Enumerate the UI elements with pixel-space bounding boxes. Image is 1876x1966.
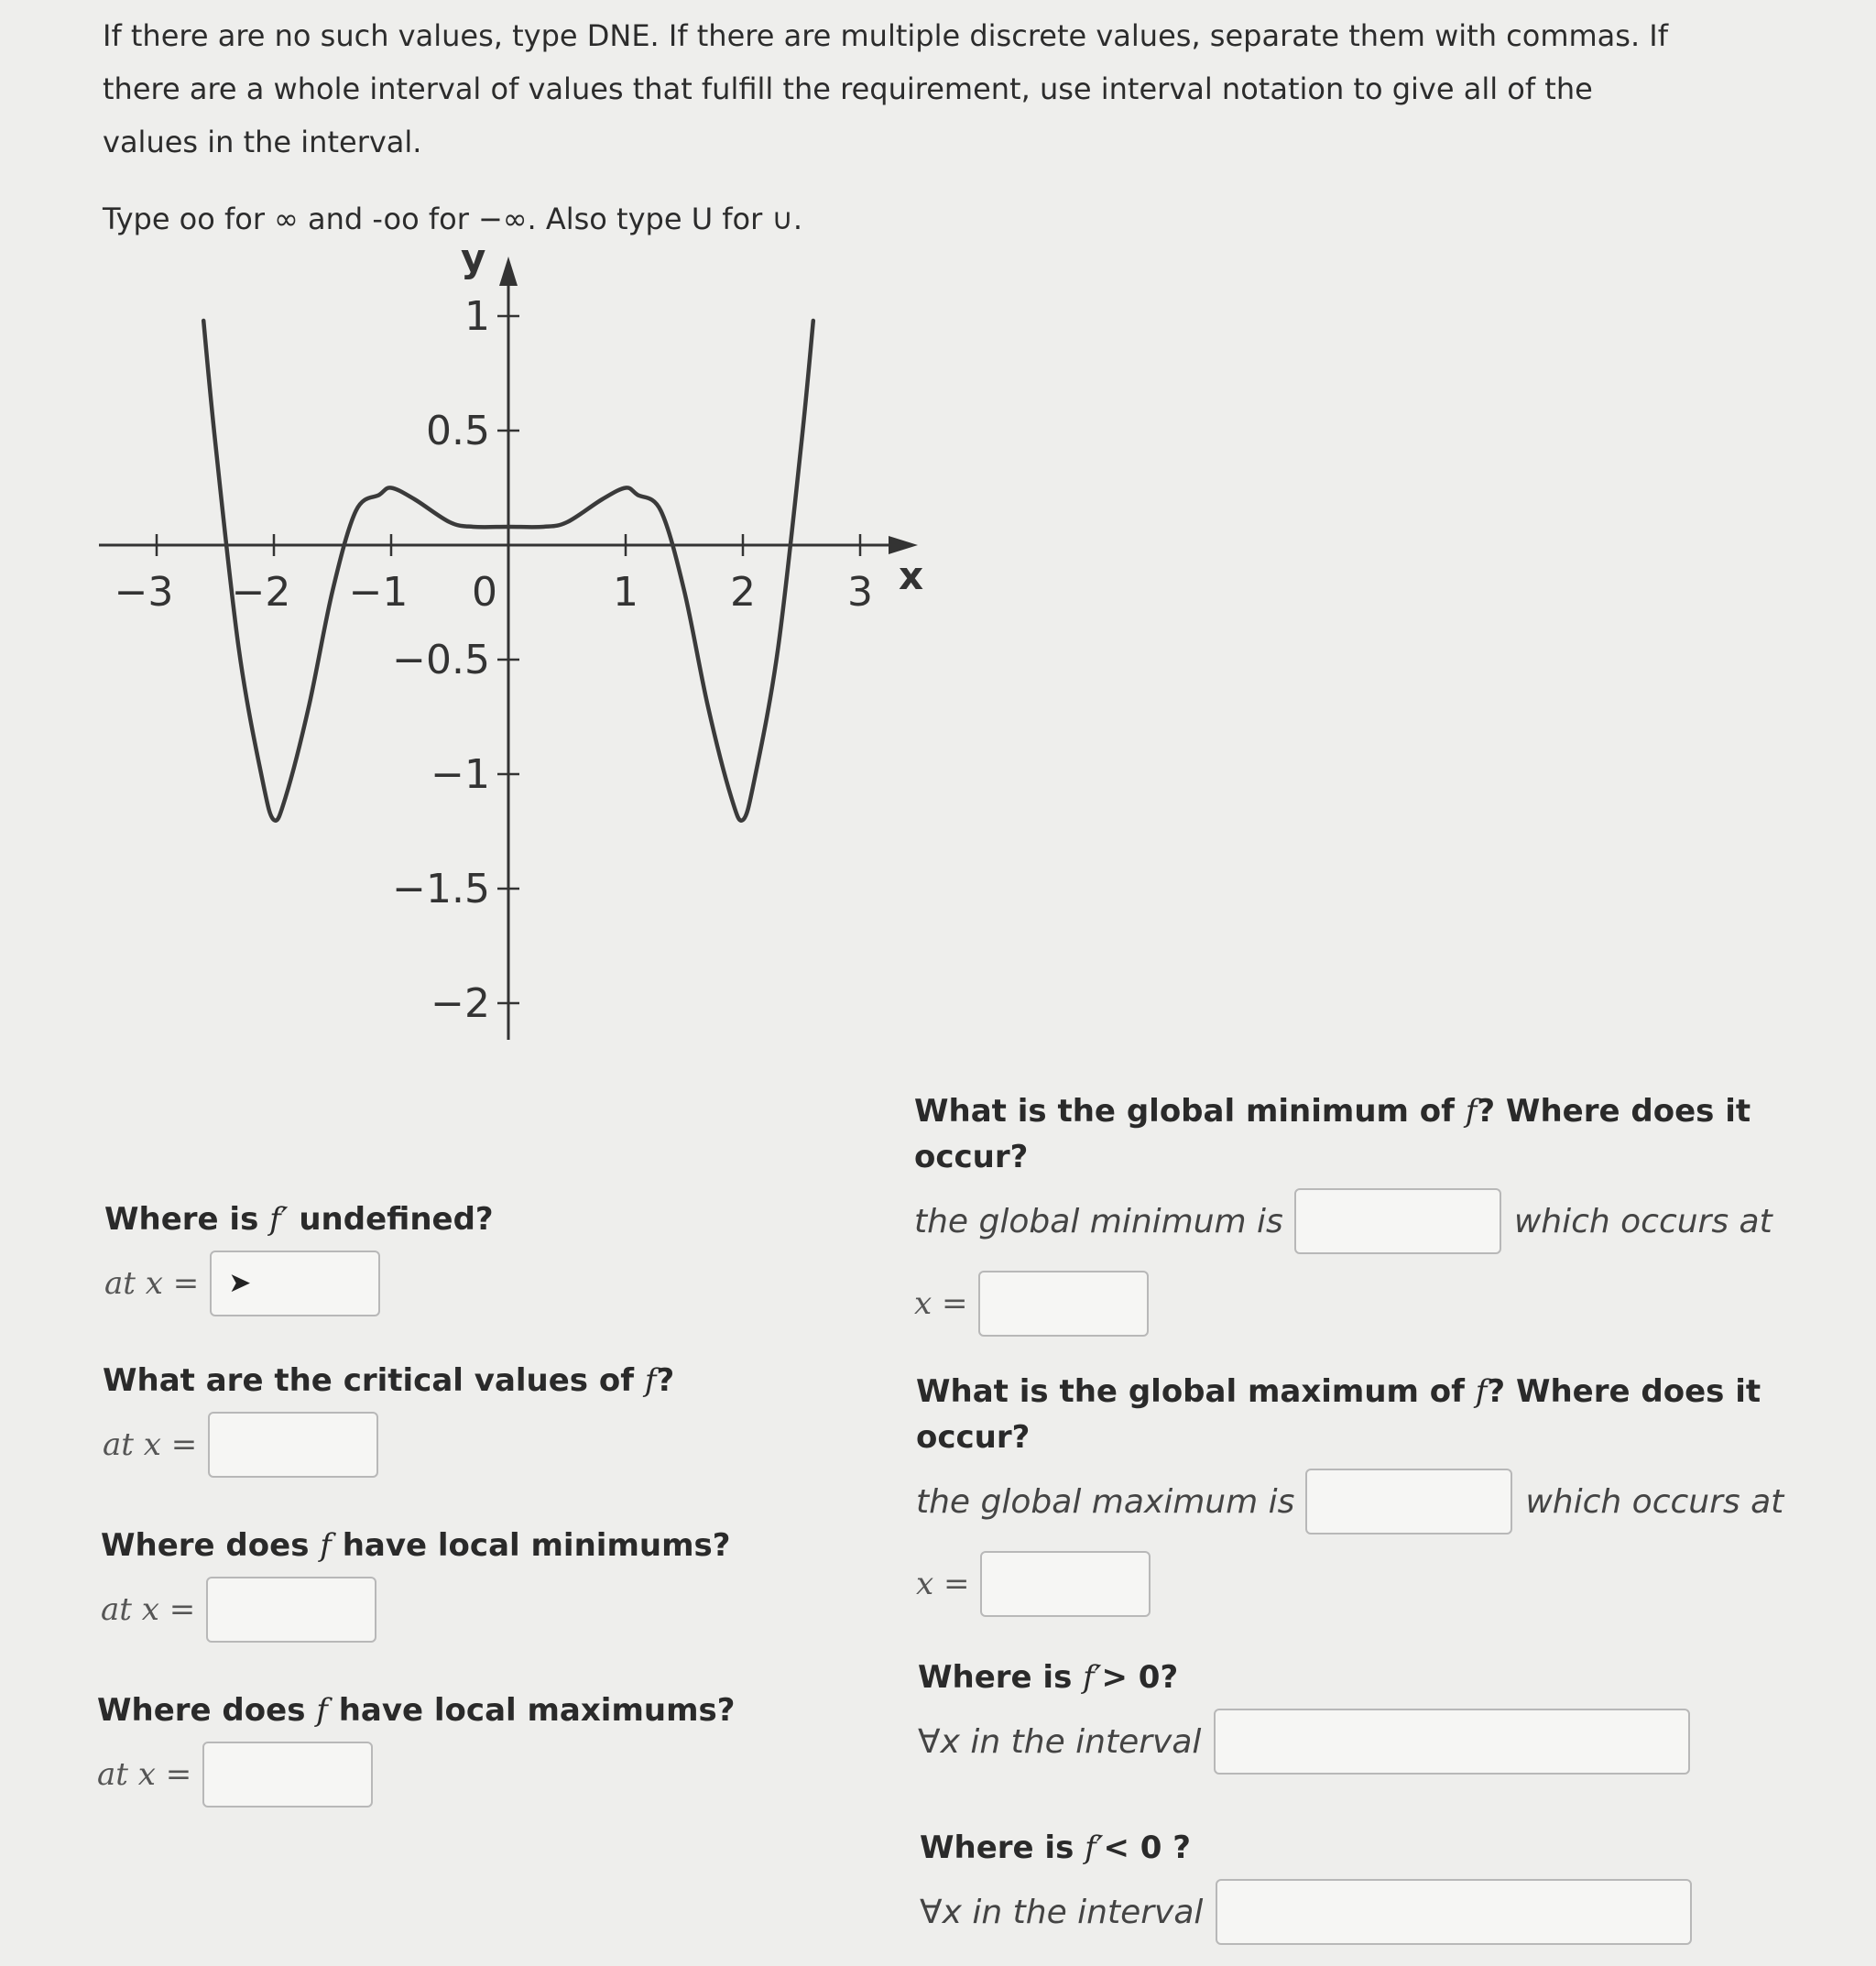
y-tick-label: −1.5 bbox=[392, 866, 490, 912]
global-minimum-label: the global minimum is bbox=[914, 1202, 1283, 1240]
global-maximum-value-input[interactable] bbox=[1305, 1469, 1512, 1535]
y-tick-label: 0.5 bbox=[426, 408, 490, 454]
instructions-line-4: Type oo for ∞ and -oo for −∞. Also type U for ∪. bbox=[103, 202, 803, 236]
occurs-at-label: which occurs at bbox=[1513, 1202, 1772, 1240]
x-equals-label: x = bbox=[914, 1285, 968, 1322]
x-tick-label: 1 bbox=[613, 569, 638, 616]
global-minimum-x-input[interactable] bbox=[978, 1271, 1149, 1337]
f-prime-symbol: f′ bbox=[269, 1201, 289, 1238]
x-tick-label: −1 bbox=[348, 569, 409, 616]
local-minimums-input[interactable] bbox=[206, 1577, 376, 1643]
mouse-pointer-icon: ➤ bbox=[228, 1267, 252, 1299]
f-prime-positive-input[interactable] bbox=[1214, 1709, 1690, 1775]
x-tick-label: 3 bbox=[847, 569, 873, 616]
y-tick-label: −1 bbox=[431, 751, 490, 798]
occurs-at-label: which occurs at bbox=[1525, 1482, 1784, 1521]
at-x-label: at x = bbox=[104, 1265, 200, 1302]
critical-values-input[interactable] bbox=[208, 1412, 378, 1478]
at-x-label: at x = bbox=[101, 1591, 196, 1628]
y-tick-label: −2 bbox=[431, 980, 490, 1027]
f-prime-undefined-input[interactable] bbox=[210, 1251, 380, 1316]
question-f-prime-positive: Where is f′> 0? ∀x in the interval bbox=[918, 1655, 1690, 1783]
global-maximum-x-input[interactable] bbox=[980, 1551, 1151, 1617]
question-f-prime-undefined: Where is f′ undefined? at x = ➤ bbox=[104, 1196, 494, 1325]
instructions-line-3: values in the interval. bbox=[103, 125, 422, 159]
x-tick-label: 2 bbox=[730, 569, 756, 616]
question-global-maximum: What is the global maximum of f? Where does it occur? the global maximum is which occurs at x = bbox=[916, 1369, 1783, 1625]
global-minimum-value-input[interactable] bbox=[1294, 1188, 1501, 1254]
question-critical-values: What are the critical values of f? at x = bbox=[103, 1358, 674, 1486]
y-tick-label: −0.5 bbox=[392, 637, 490, 683]
x-equals-label: x = bbox=[916, 1566, 970, 1602]
instructions-line-2: there are a whole interval of values that fulfill the requirement, use interval notation to give all of the bbox=[103, 71, 1593, 106]
question-f-prime-negative: Where is f′< 0 ? ∀x in the interval bbox=[920, 1825, 1692, 1953]
y-axis-arrow-icon bbox=[499, 257, 518, 286]
instructions bbox=[103, 9, 1751, 246]
instructions-line-1: If there are no such values, type DNE. If there are multiple discrete values, separate them with commas. If bbox=[103, 18, 1668, 53]
question-local-minimums: Where does f have local minimums? at x = bbox=[101, 1523, 730, 1651]
question-global-minimum: What is the global minimum of f? Where does it occur? the global minimum is which occurs at x = bbox=[914, 1088, 1772, 1345]
x-axis-arrow-icon bbox=[889, 536, 918, 554]
at-x-label: at x = bbox=[103, 1426, 198, 1463]
x-tick-label: −3 bbox=[114, 569, 174, 616]
for-all-x-label: ∀x in the interval bbox=[918, 1722, 1202, 1761]
graph-svg bbox=[82, 229, 962, 1054]
x-tick-label: −2 bbox=[231, 569, 291, 616]
f-prime-negative-input[interactable] bbox=[1216, 1879, 1692, 1945]
global-maximum-label: the global maximum is bbox=[916, 1482, 1295, 1521]
function-graph bbox=[82, 229, 962, 1054]
local-maximums-input[interactable] bbox=[202, 1742, 373, 1808]
for-all-x-label: ∀x in the interval bbox=[920, 1893, 1204, 1931]
y-tick-label: 1 bbox=[464, 293, 490, 340]
at-x-label: at x = bbox=[97, 1756, 192, 1793]
x-axis-label: x bbox=[899, 553, 924, 598]
x-tick-label: 0 bbox=[472, 569, 497, 616]
y-axis-label: y bbox=[461, 235, 486, 280]
question-local-maximums: Where does f have local maximums? at x = bbox=[97, 1687, 735, 1816]
